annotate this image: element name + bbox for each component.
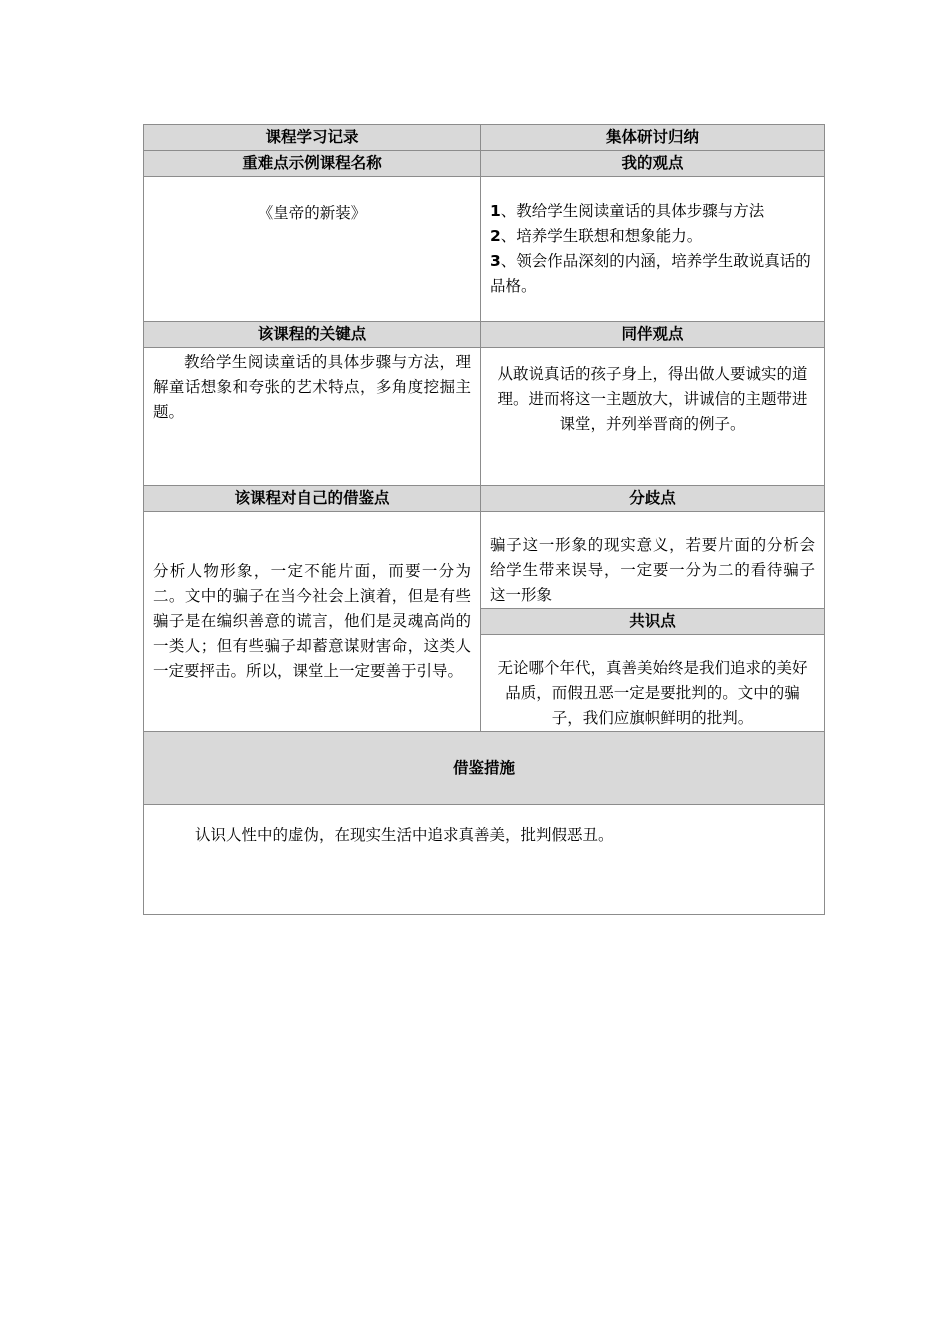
header-peer-views: 同伴观点: [481, 322, 825, 348]
row3-content-a: [144, 512, 825, 609]
reference-points-cell: [144, 512, 481, 732]
measures-cell: [144, 805, 825, 915]
reference-points-text: 分析人物形象，一定不能片面，而要一分为二。文中的骗子在当今社会上演着，但是有些骗子是在编织善意的谎言，他们是灵魂高尚的一类人；但有些骗子却蓄意谋财害命，这类人一定要抨击。所以，课堂上一定要善于引导。: [153, 562, 471, 680]
table-header-row: [144, 125, 825, 151]
header-measures: 借鉴措施: [144, 732, 825, 805]
peer-views-text: 从敢说真话的孩子身上，得出做人要诚实的道理。进而将这一主题放大，讲诚信的主题带进课堂，并列举晋商的例子。: [497, 365, 808, 433]
course-name-cell: [144, 177, 481, 322]
header-course-name: 重难点示例课程名称: [144, 151, 481, 177]
my-view-item-2: 2、培养学生联想和想象能力。: [490, 227, 703, 245]
measures-text: 认识人性中的虚伪，在现实生活中追求真善美，批判假恶丑。: [195, 826, 614, 844]
consensus-text: 无论哪个年代，真善美始终是我们追求的美好品质，而假丑恶一定是要批判的。文中的骗子，我们应旗帜鲜明的批判。: [497, 659, 808, 727]
my-view-item-3: 3、领会作品深刻的内涵，培养学生敢说真话的品格。: [490, 252, 811, 295]
peer-views-cell: [481, 348, 825, 486]
key-points-cell: [144, 348, 481, 486]
header-reference-points: 该课程对自己的借鉴点: [144, 486, 481, 512]
row3-header: [144, 486, 825, 512]
my-views-cell: [481, 177, 825, 322]
divergence-text: 骗子这一形象的现实意义，若要片面的分析会给学生带来误导，一定要一分为二的看待骗子这一形象: [490, 536, 815, 604]
divergence-cell: [481, 512, 825, 609]
key-points-text: 教给学生阅读童话的具体步骤与方法，理解童话想象和夸张的艺术特点，多角度挖掘主题。: [153, 353, 471, 421]
course-name: 《皇帝的新装》: [257, 204, 367, 222]
header-my-views: 我的观点: [481, 151, 825, 177]
header-course-record: 课程学习记录: [144, 125, 481, 151]
row2-header: [144, 322, 825, 348]
header-key-points: 该课程的关键点: [144, 322, 481, 348]
header-consensus: 共识点: [481, 609, 825, 635]
row1-content: [144, 177, 825, 322]
measures-header-row: [144, 732, 825, 805]
header-group-summary: 集体研讨归纳: [481, 125, 825, 151]
consensus-cell: [481, 635, 825, 732]
my-view-item-1: 1、教给学生阅读童话的具体步骤与方法: [490, 202, 765, 220]
measures-content-row: [144, 805, 825, 915]
course-record-table: [143, 124, 825, 915]
row1-header: [144, 151, 825, 177]
header-divergence: 分歧点: [481, 486, 825, 512]
row2-content: [144, 348, 825, 486]
